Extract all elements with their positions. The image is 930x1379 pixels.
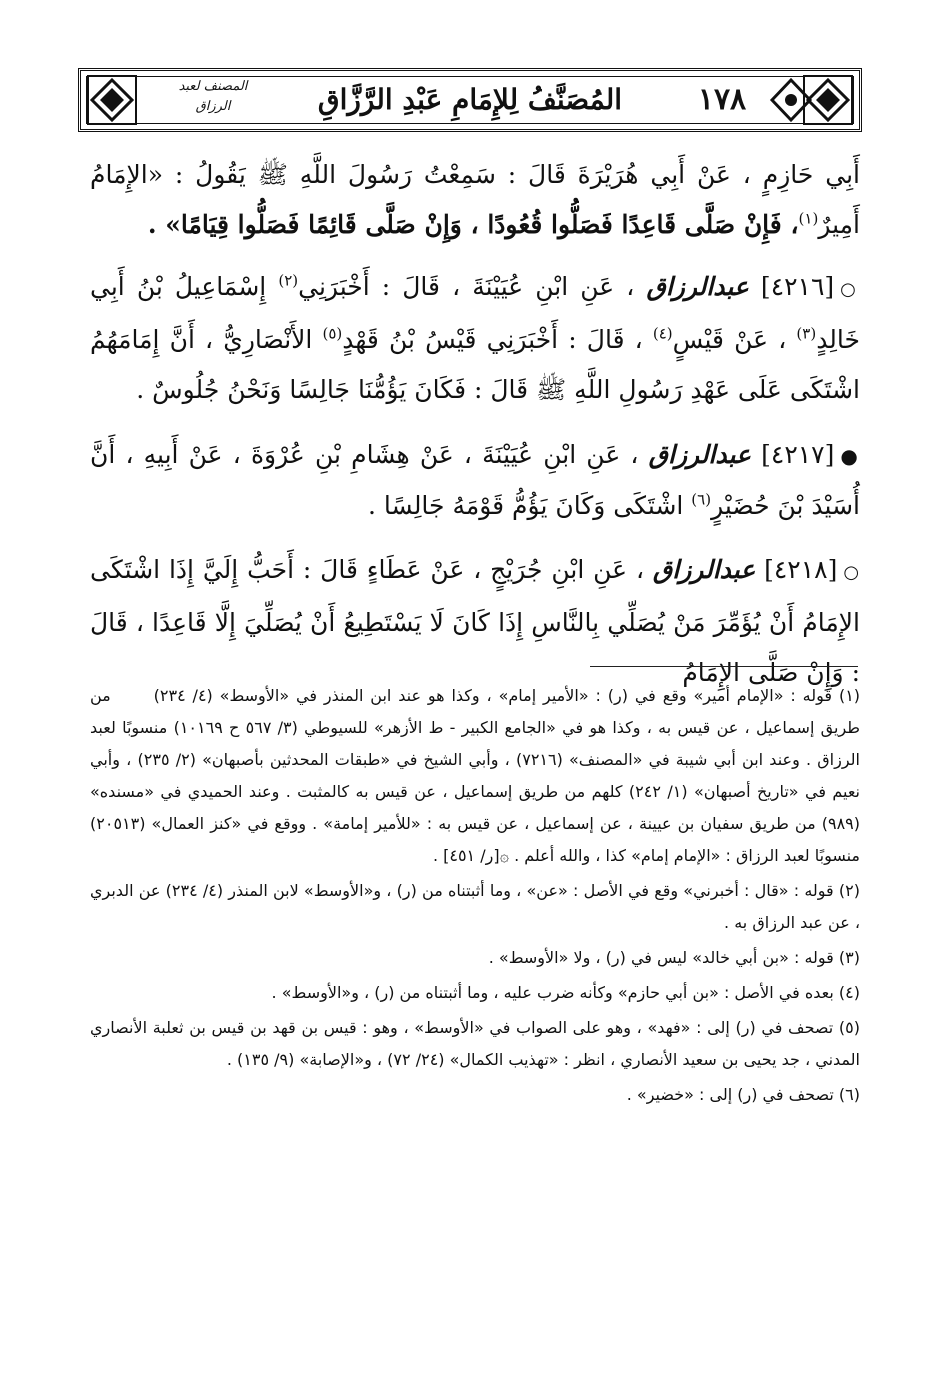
- ornament-right-inner-icon: [768, 74, 814, 126]
- footnote-text: قوله : «بن أبي خالد» ليس في (ر) ، ولا «الأوسط» .: [488, 948, 834, 967]
- page-header: [78, 68, 862, 132]
- footnote-6: [90, 1079, 860, 1111]
- footnote-divider: [590, 666, 858, 667]
- page-number: ١٧٨: [697, 82, 747, 117]
- footnote-text: بعده في الأصل : «بن أبي حازم» وكأنه ضرب عليه ، وما أثبتناه من (ر) ، و«الأوسط» .: [271, 983, 834, 1002]
- footnote-text: قوله : «الإمام أمير» وقع في (ر) : «الأمير إمام» ، وكذا هو عند ابن المنذر في «الأوسط» (٤/ ٢٣٤): [153, 686, 833, 705]
- footnote-1: [90, 680, 860, 872]
- footnote-5: [90, 1012, 860, 1076]
- footnote-text: تصحف في (ر) إلى : «خضير» .: [626, 1085, 834, 1104]
- narrator-name: عبدالرزاق: [646, 272, 749, 301]
- text-segment: ، عَنْ قَيْسٍ: [672, 325, 787, 354]
- footnote-ref[interactable]: (٥): [322, 324, 343, 343]
- footnote-ref[interactable]: (٤): [652, 324, 673, 343]
- footnote-3: [90, 942, 860, 974]
- footnote-number: (٤): [838, 983, 860, 1002]
- filled-bullet-icon: ●: [840, 444, 861, 468]
- text-segment: الأَنْصَارِيُّ ، أَنَّ إِمَامَهُمُ اشْتَكَى عَلَى عَهْدِ رَسُولِ اللَّهِ ﷺ قَالَ : فَكَانَ يَؤُمُّنَا جَالِسًا وَنَحْنُ جُلُوسٌ .: [90, 325, 860, 404]
- footnotes: [90, 680, 860, 1114]
- narrator-name: عبدالرزاق: [652, 555, 756, 584]
- footnote-text: قوله : «قال : أخبرني» وقع في الأصل : «عن» ، وما أثبتناه من (ر) ، و«الأوسط» لابن المنذر: [228, 881, 834, 900]
- hadith-4216: [90, 262, 860, 415]
- text-segment: ، قَالَ : أَخْبَرَنِي قَيْسُ بْنُ قَهْدٍ: [342, 325, 643, 354]
- book-logo: المصنف لعبد الرزاق: [178, 79, 248, 114]
- main-text: [90, 150, 860, 250]
- hadith-number: [٤٢١٧]: [761, 440, 835, 469]
- hadith-number: [٤٢١٦]: [760, 272, 835, 301]
- footnote-ref[interactable]: (١): [798, 209, 819, 228]
- footnote-ref[interactable]: (٦): [691, 490, 712, 509]
- footnote-2: [90, 875, 860, 939]
- footnote-number: (٣): [838, 948, 860, 967]
- hollow-bullet-icon: ○: [840, 279, 861, 300]
- footnote-text: تصحف في (ر) إلى : «فهد» ، وهو على الصواب في «الأوسط» ، وهو : قيس بن قهد بن قيس بن: [189, 1018, 834, 1037]
- text-segment: إِسْمَاعِيلُ بْنُ أَبِي خَالِدٍ: [90, 272, 860, 354]
- footnote-text: ثعلبة الأنصاري المدني ، جد يحيى بن سعيد الأنصاري ، انظر : «تهذيب الكمال» (٢٤/ ٧٢) ، و«الإصابة» (٩/ ١٣٥) .: [90, 1018, 860, 1069]
- footnote-number: (٦): [838, 1085, 860, 1104]
- text-segment: ، عَنِ ابْنِ جُرَيْجٍ ، عَنْ عَطَاءٍ قَالَ : أَحَبُّ إِلَيَّ إِذَا اشْتَكَى الإِمَامُ أَنْ يُؤَمِّرَ مَنْ يُصَلِّي بِالنَّاسِ إِذَا كَانَ لَا يَسْتَطِيعُ أَنْ يُصَلِّيَ إِلَّا قَاعِدًا ، قَالَ : وَإِنْ صَلَّى الإِمَامُ: [90, 555, 860, 687]
- footnote-number: (٥): [838, 1018, 860, 1037]
- footnote-4: [90, 977, 860, 1009]
- footnote-ref[interactable]: (٣): [796, 324, 817, 343]
- text-segment: ، فَإِنْ صَلَّى قَاعِدًا فَصَلُّوا قُعُودًا ، وَإِنْ صَلَّى قَائِمًا فَصَلُّوا قِيَامًا» .: [147, 210, 799, 239]
- footnote-text: من طريق إسماعيل ، عن قيس به ، وكذا هو في «الجامع الكبير - ط الأزهر» للسيوطي (٣/ ٥٦٧ ح ١٠١٦٩) منسوبًا لعبد الرزاق . وعند ابن أبي شيبة في «المصنف» (٧٢١٦) ، وأبي الشيخ في «طبقات المحدثين بأصبهان» (٢/ ٢٣٥) ، وأبي نعيم في «تاريخ أصبهان» (١/ ٢٤٢) كلهم من طريق إسماعيل ، عن قيس به كالمثبت . وعند الحميدي في «مسنده» (٩٨٩) من طريق سفيان بن عيينة ، عن إسماعيل ، عن قيس به : «للأمير إمامة» . ووقع في «كنز العمال» (٢٠٥١٣) منسوبًا لعبد الرزاق : «الإمام إمام» كذا ، والله أعلم .: [90, 686, 861, 865]
- ornament-left-outer-icon: [86, 74, 138, 126]
- text-segment: ، عَنِ ابْنِ عُيَيْنَةَ ، قَالَ : أَخْبَرَنِي: [298, 272, 635, 301]
- footnote-text: ۞[ر/ ٤٥١] .: [432, 846, 509, 865]
- hollow-bullet-icon: ○: [843, 562, 860, 583]
- footnote-ref[interactable]: (٢): [278, 271, 299, 290]
- paragraph-continuation: [90, 150, 860, 250]
- text-segment: أَبِي حَازِمٍ ، عَنْ أَبِي هُرَيْرَةَ قَالَ : سَمِعْتُ رَسُولَ اللَّهِ ﷺ يَقُولُ : «الإِمَامُ أَمِيرٌ: [90, 160, 860, 239]
- footnote-number: (٢): [838, 881, 860, 900]
- text-segment: ، عَنِ ابْنِ عُيَيْنَةَ ، عَنْ هِشَامِ بْنِ عُرْوَةَ ، عَنْ أَبِيهِ ، أَنَّ أُسَيْدَ بْنَ حُضَيْرٍ: [90, 440, 860, 520]
- footnote-text: (٤/ ٢٣٤) عن الدبري ، عن عبد الرزاق به .: [90, 881, 860, 932]
- hadith-4217: [90, 430, 860, 531]
- page-title: المُصَنَّفُ لِلإِمَامِ عَبْدِ الرَّزَّاقِ: [317, 83, 623, 116]
- narrator-name: عبدالرزاق: [648, 440, 751, 469]
- hadith-number: [٤٢١٨]: [764, 555, 838, 584]
- footnote-number: (١): [838, 686, 861, 705]
- hadith-4218: [90, 545, 860, 698]
- text-segment: اشْتَكَى وَكَانَ يَؤُمُّ قَوْمَهُ جَالِسًا .: [368, 491, 684, 520]
